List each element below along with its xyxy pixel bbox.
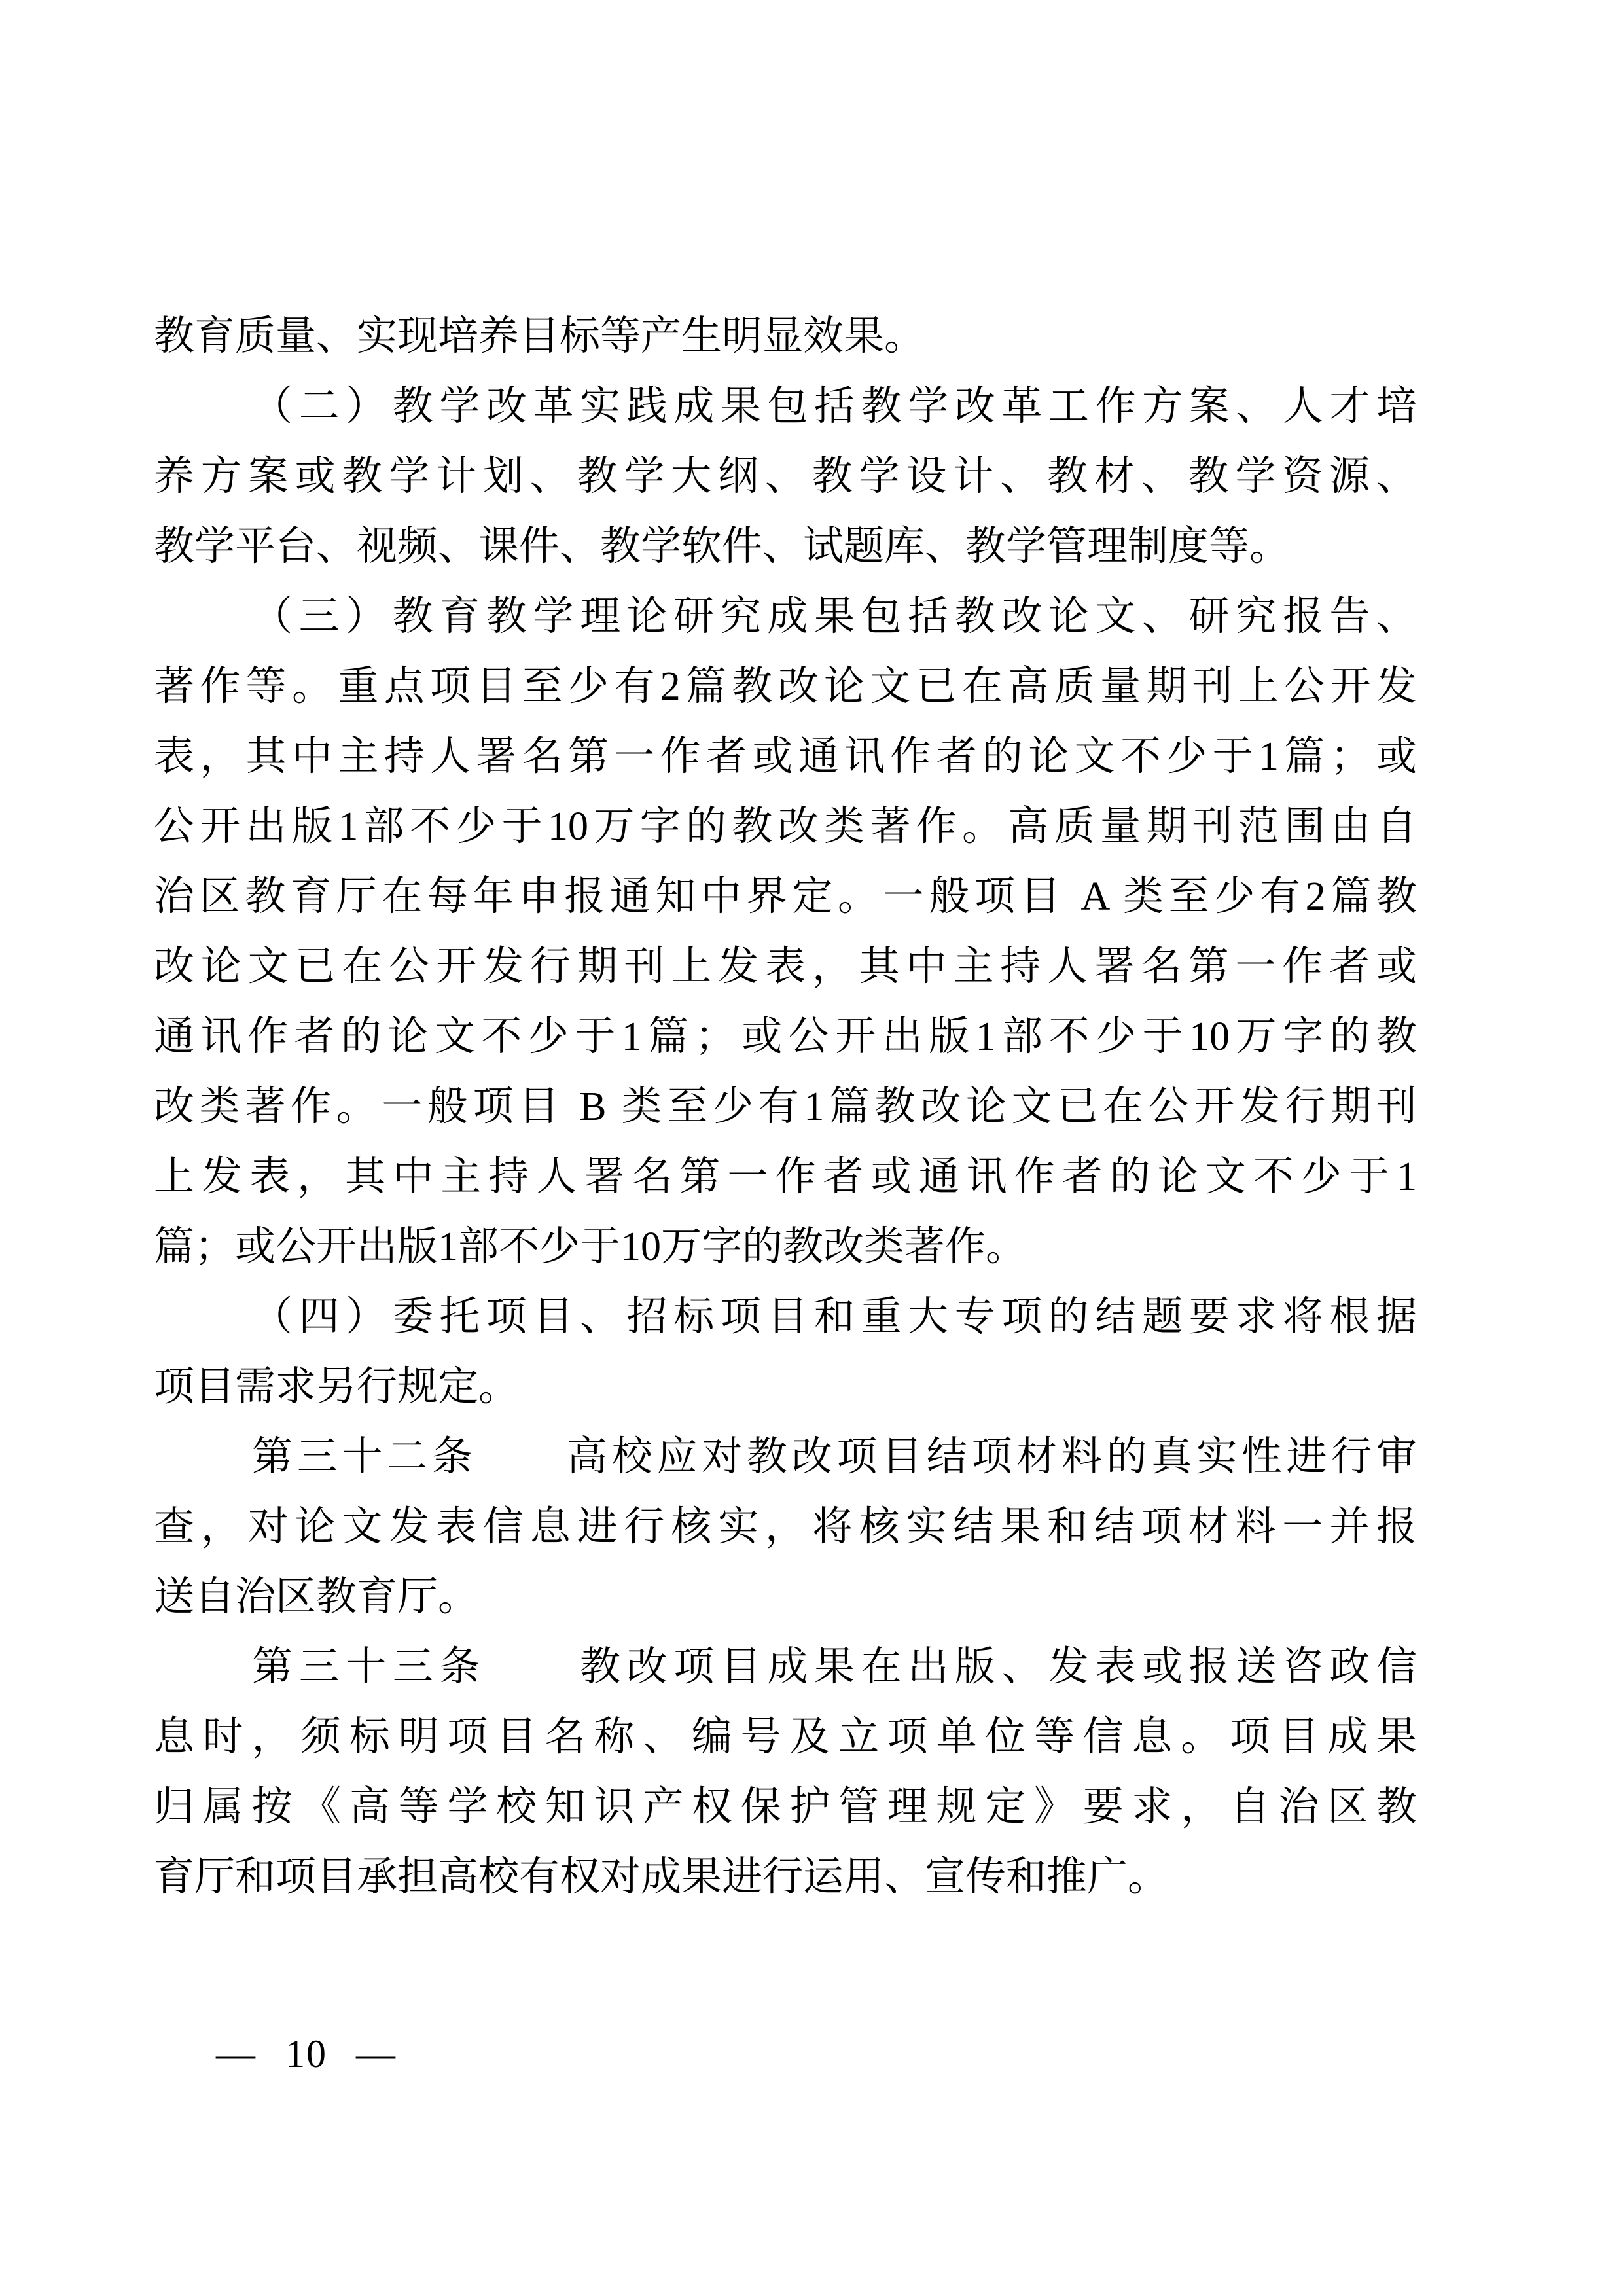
document-line: 篇；或公开出版1部不少于10万字的教改类著作。	[154, 1225, 1027, 1269]
document-line: 归属按《高等学校知识产权保护管理规定》要求，自治区教	[154, 1785, 1417, 1829]
document-line: 项目需求另行规定。	[154, 1365, 520, 1409]
document-line: 送自治区教育厅。	[154, 1575, 479, 1619]
document-line: 第三十二条 高校应对教改项目结项材料的真实性进行审	[252, 1435, 1417, 1479]
document-line: 改类著作。一般项目 B 类至少有1篇教改论文已在公开发行期刊	[154, 1085, 1417, 1129]
document-line: 公开出版1部不少于10万字的教改类著作。高质量期刊范围由自	[154, 804, 1417, 849]
document-body	[154, 302, 1417, 1912]
document-line: 通讯作者的论文不少于1篇；或公开出版1部不少于10万字的教	[154, 1014, 1417, 1059]
document-line: 第三十三条 教改项目成果在出版、发表或报送咨政信	[252, 1645, 1417, 1689]
document-line: 上发表，其中主持人署名第一作者或通讯作者的论文不少于1	[154, 1155, 1417, 1199]
document-line: 改论文已在公开发行期刊上发表，其中主持人署名第一作者或	[154, 944, 1417, 989]
document-line: （二）教学改革实践成果包括教学改革工作方案、人才培	[252, 384, 1417, 429]
document-line: （四）委托项目、招标项目和重大专项的结题要求将根据	[252, 1295, 1417, 1339]
document-line: 治区教育厅在每年申报通知中界定。一般项目 A 类至少有2篇教	[154, 874, 1417, 919]
document-line: （三）教育教学理论研究成果包括教改论文、研究报告、	[252, 594, 1417, 639]
document-line: 养方案或教学计划、教学大纲、教学设计、教材、教学资源、	[154, 454, 1417, 499]
document-line: 息时，须标明项目名称、编号及立项单位等信息。项目成果	[154, 1715, 1417, 1759]
document-line: 育厅和项目承担高校有权对成果进行运用、宣传和推广。	[154, 1855, 1169, 1899]
page-number: — 10 —	[216, 2032, 397, 2075]
document-line: 查，对论文发表信息进行核实，将核实结果和结项材料一并报	[154, 1505, 1417, 1549]
document-line: 教育质量、实现培养目标等产生明显效果。	[154, 314, 925, 359]
document-line: 著作等。重点项目至少有2篇教改论文已在高质量期刊上公开发	[154, 664, 1417, 709]
document-line: 教学平台、视频、课件、教学软件、试题库、教学管理制度等。	[154, 524, 1291, 569]
document-line: 表，其中主持人署名第一作者或通讯作者的论文不少于1篇；或	[154, 734, 1417, 779]
